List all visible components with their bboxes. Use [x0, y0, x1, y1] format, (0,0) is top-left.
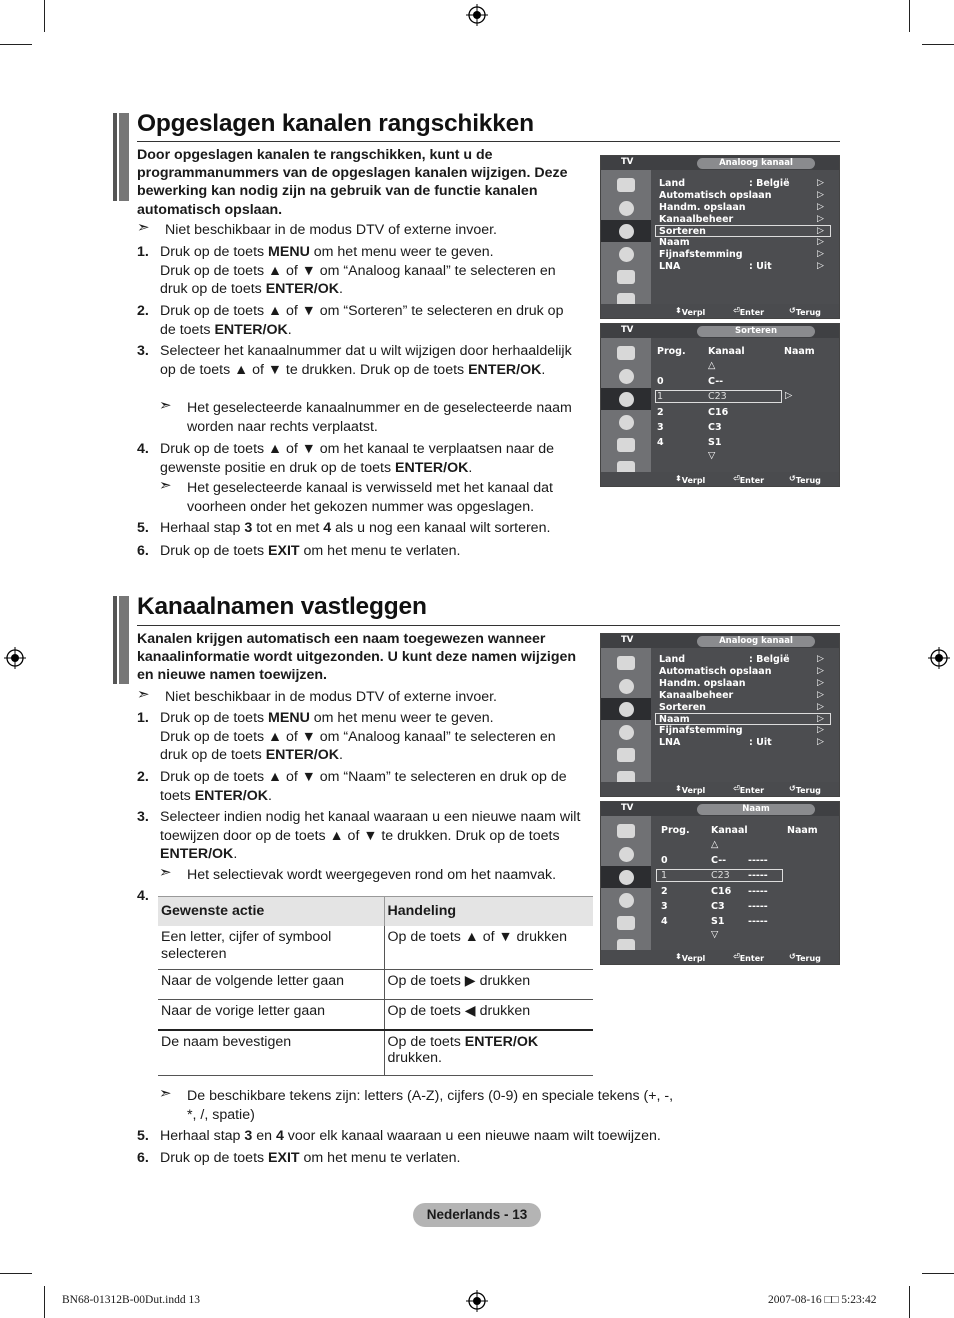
- setup-icon: [601, 721, 651, 743]
- input-icon: [601, 266, 651, 288]
- note-text: Het geselecteerde kanaal is verwisseld met het kanaal dat voorheen onder het gekozen nummer was opgeslagen.: [187, 480, 553, 515]
- crop-mark: [0, 1273, 32, 1274]
- note-text: Het geselecteerde kanaalnummer en de geselecteerde naam worden naar rechts verplaatst.: [187, 400, 572, 435]
- sound-icon: [601, 675, 651, 697]
- step-text: Herhaal stap 3 en 4 voor elk kanaal waaraan u een nieuwe naam wilt toewijzen.: [160, 1128, 661, 1144]
- section-marker: [119, 596, 129, 684]
- tv-menu-analog: TV Analoog kanaal Land : België ▷ Automatisch opslaan ▷ Handm. opslaan ▷ Kanaalbeheer ▷ Sorteren ▷ Naam ▷ Fijnafstemming ▷ LNA : Uit ▷ ⬍ Verpl ⏎ Enter ↺ Terug: [600, 155, 840, 319]
- title-rule: [137, 141, 840, 142]
- crop-mark: [44, 1286, 45, 1318]
- note-arrow-icon: ➣: [159, 397, 172, 414]
- section1-title: Opgeslagen kanalen rangschikken: [137, 110, 534, 137]
- step-text: Druk op de toets ▲ of ▼ om het kanaal te verplaatsen naar de gewenste positie en druk op de toets ENTER/OK.: [160, 441, 555, 476]
- input-icon: [601, 912, 651, 934]
- crop-mark: [909, 1286, 910, 1318]
- table-row: Naar de vorige letter gaan Op de toets ◀ drukken: [158, 1000, 593, 1030]
- table-header: Gewenste actie: [158, 897, 384, 926]
- note-arrow-icon: ➣: [159, 864, 172, 881]
- section1-intro: Door opgeslagen kanalen te rangschikken, kunt u de programmanummers van de opgeslagen kanalen wijzigen. Deze bewerking kan nodig zijn na gebruik van de functie kanalen automatisch opslaan.: [137, 147, 568, 218]
- registration-mark-icon: [4, 647, 26, 669]
- step-text: Druk op de toets ▲ of ▼ om “Sorteren” te selecteren en druk op de toets ENTER/OK.: [160, 303, 564, 338]
- setup-icon: [601, 243, 651, 265]
- input-icon: [601, 744, 651, 766]
- section-marker: [119, 113, 129, 201]
- channel-icon: [601, 866, 651, 888]
- input-icon: [601, 434, 651, 456]
- step-text: Herhaal stap 3 tot en met 4 als u nog een kanaal wilt sorteren.: [160, 520, 551, 536]
- section-marker: [113, 596, 117, 684]
- note-text: Niet beschikbaar in de modus DTV of externe invoer.: [165, 689, 497, 705]
- step-text: Druk op de toets MENU om het menu weer te geven. Druk op de toets ▲ of ▼ om “Analoog kanaal” te selecteren en druk op de toets ENTER/OK.: [160, 710, 556, 764]
- crop-mark: [44, 0, 45, 32]
- registration-mark-icon: [466, 4, 488, 26]
- step-text: Druk op de toets ▲ of ▼ om “Naam” te selecteren en druk op de toets ENTER/OK.: [160, 769, 567, 804]
- step-text: Selecteer het kanaalnummer dat u wilt wijzigen door herhaaldelijk op de toets ▲ of ▼ te drukken. Druk op de toets ENTER/OK.: [160, 343, 572, 378]
- note-text: De beschikbare tekens zijn: letters (A-Z), cijfers (0-9) en speciale tekens (+, -, *, /, spatie): [187, 1088, 674, 1123]
- tv-menu-sort: TV Sorteren Prog. Kanaal Naam △ 0 C-- 1 C23 ▷ 2 C16 3 C3 4 S1 ▽ ⬍ Verpl ⏎ Enter ↺ Terug: [600, 323, 840, 487]
- table-row: Een letter, cijfer of symbool selecteren Op de toets ▲ of ▼ drukken: [158, 926, 593, 970]
- setup-icon: [601, 889, 651, 911]
- action-table: [158, 896, 593, 1076]
- note-arrow-icon: ➣: [137, 686, 150, 703]
- print-file-info: BN68-01312B-00Dut.indd 13: [62, 1294, 200, 1306]
- picture-icon: [601, 342, 651, 364]
- channel-icon: [601, 388, 651, 410]
- registration-mark-icon: [466, 1290, 488, 1312]
- picture-icon: [601, 652, 651, 674]
- channel-icon: [601, 698, 651, 720]
- note-arrow-icon: ➣: [159, 1085, 172, 1102]
- print-date-info: 2007-08-16 □□ 5:23:42: [768, 1294, 877, 1306]
- table-row: De naam bevestigen Op de toets ENTER/OK drukken.: [158, 1030, 593, 1076]
- crop-mark: [922, 44, 954, 45]
- note-text: Niet beschikbaar in de modus DTV of externe invoer.: [165, 222, 497, 238]
- table-row: Naar de volgende letter gaan Op de toets ▶ drukken: [158, 970, 593, 1000]
- sound-icon: [601, 843, 651, 865]
- crop-mark: [909, 0, 910, 32]
- setup-icon: [601, 411, 651, 433]
- note-arrow-icon: ➣: [137, 219, 150, 236]
- step-text: Druk op de toets EXIT om het menu te verlaten.: [160, 543, 461, 559]
- section-marker: [113, 113, 117, 201]
- sound-icon: [601, 197, 651, 219]
- tv-menu-name: TV Naam Prog. Kanaal Naam △ 0 C-- ----- 1 C23 ----- 2 C16 ----- 3 C3 ----- 4 S1 ----- ▽ ⬍ Verpl ⏎ Enter ↺ Terug: [600, 801, 840, 965]
- step-text: Druk op de toets EXIT om het menu te verlaten.: [160, 1150, 461, 1166]
- tv-menu-analog: TV Analoog kanaal Land : België ▷ Automatisch opslaan ▷ Handm. opslaan ▷ Kanaalbeheer ▷ Sorteren ▷ Naam ▷ Fijnafstemming ▷ LNA : Uit ▷ ⬍ Verpl ⏎ Enter ↺ Terug: [600, 633, 840, 797]
- section2-intro: Kanalen krijgen automatisch een naam toegewezen wanneer kanaalinformatie wordt uitgezonden. U kunt deze namen wijzigen en nieuwe namen toewijzen.: [137, 631, 577, 684]
- step-text: Selecteer indien nodig het kanaal waaraan u een nieuwe naam wilt toewijzen door op de toets ▲ of ▼ te drukken. Druk op de toets ENTER/OK.: [160, 809, 581, 863]
- table-header: Handeling: [384, 897, 593, 926]
- picture-icon: [601, 820, 651, 842]
- note-text: Het selectievak wordt weergegeven rond om het naamvak.: [187, 867, 557, 883]
- channel-icon: [601, 220, 651, 242]
- step-text: Druk op de toets MENU om het menu weer te geven. Druk op de toets ▲ of ▼ om “Analoog kanaal” te selecteren en druk op de toets ENTER/OK.: [160, 244, 556, 298]
- title-rule: [137, 625, 840, 626]
- crop-mark: [922, 1273, 954, 1274]
- sound-icon: [601, 365, 651, 387]
- registration-mark-icon: [928, 647, 950, 669]
- note-arrow-icon: ➣: [159, 477, 172, 494]
- section2-title: Kanaalnamen vastleggen: [137, 593, 427, 620]
- page-number-badge: Nederlands - 13: [413, 1203, 541, 1227]
- crop-mark: [0, 44, 32, 45]
- picture-icon: [601, 174, 651, 196]
